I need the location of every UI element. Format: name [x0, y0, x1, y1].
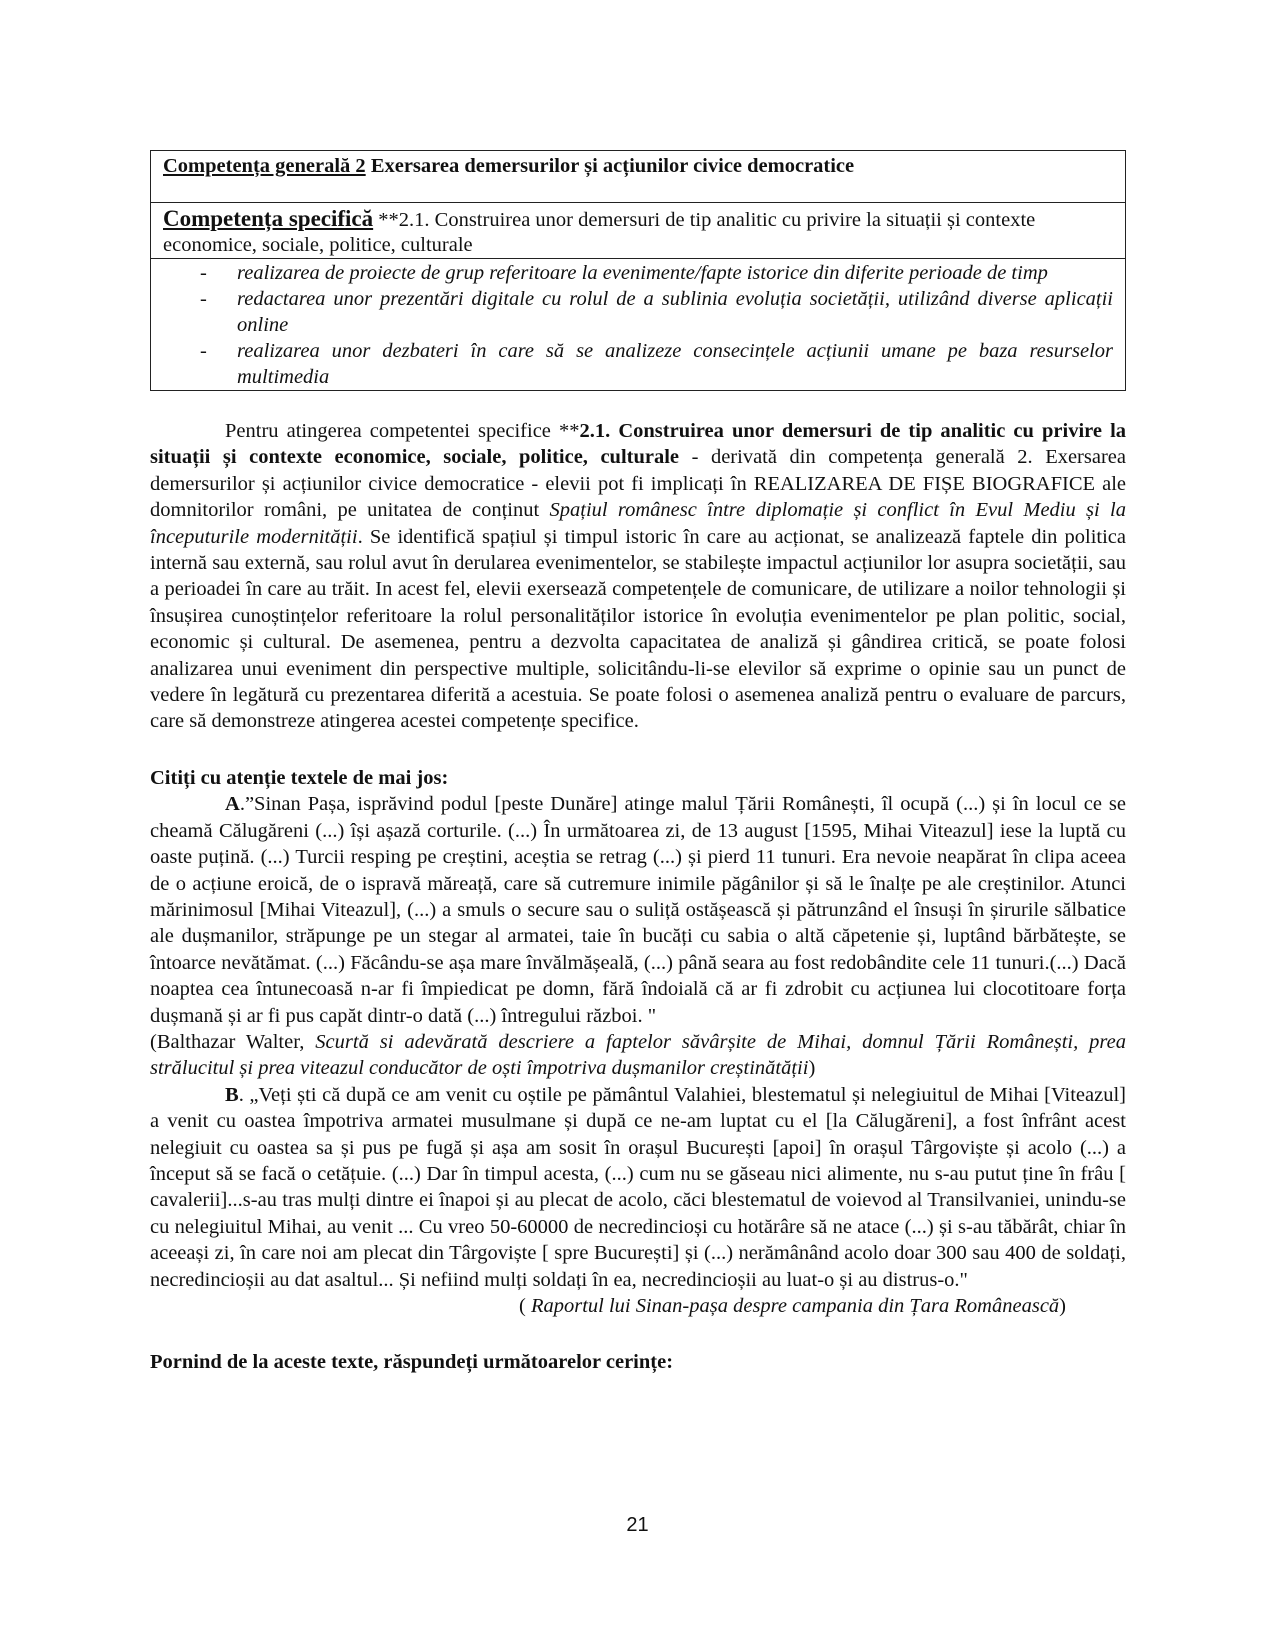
competence-table [150, 150, 1126, 391]
list-dash: - [200, 288, 207, 310]
specific-competence-text: **2.1. Construirea unor demersuri de tip analitic cu privire la situații și contexte economice, sociale, politice, culturale [163, 209, 1036, 256]
general-competence-label: Competența generală 2 [163, 155, 366, 177]
text-a-body: .”Sinan Pașa, isprăvind podul [peste Dunăre] atinge malul Țării Românești, îl ocupă (...) și în locul ce se cheamă Călugăreni (...) își așază corturile. (...) În următoarea zi, de 13 august [1595, Mihai Viteazul] iese la luptă cu oaste puțină. (...) Turcii resping pe creștini, aceștia se retrag (...) și pierd 11 tunuri. Era nevoie neapărat în clipa aceea de o acțiune eroică, de o ispravă măreață, care să cutremure inimile păgânilor și să le înalțe pe ale creștinilor. Atunci mărinimosul [Mihai Viteazul], (...) a smuls o secure sau o suliță ostășească și pătrunzând el însuși în șirurile sălbatice ale dușmanilor, străpunge pe un stegar al armatei, taie în bucăți cu sabia o altă căpetenie și, luptând bărbătește, se întoarce nevătămat. (...) Făcându-se așa mare învălmășeală, (...) până seara au fost redobândite cele 11 tunuri.(...) Dacă noaptea cea întunecoasă n-ar fi împiedicat pe domn, fără îndoială că ar fi zdrobit cu acțiunea lui clocotitoare forța dușmană și ar fi pus capăt dintr-o dată (...) întregului război. " [150, 793, 1126, 1027]
read-heading: Citiți cu atenție textele de mai jos: [150, 766, 449, 789]
document-page [150, 150, 1126, 1376]
general-competence-row [151, 151, 1125, 203]
text-a-paragraph [150, 791, 1126, 1029]
activities-row [151, 259, 1125, 390]
intro-unit-title: Spațiul românesc între diplomație și conflict în Evul Mediu și la începuturile modernității [150, 499, 1126, 548]
list-dash: - [200, 262, 207, 284]
intro-paragraph: Pentru atingerea competentei specifice **2.1. Construirea unor demersuri de tip analitic cu privire la situații și contexte economice, sociale, politice, culturale - derivată din competența generală 2. Exersarea demersurilor și acțiunilor civice democratice - elevii pot fi implicați în REALIZAREA DE FIȘE BIOGRAFICE ale domnitorilor români, pe unitatea de conținut Spațiul românesc între diplomație și conflict în Evul Mediu și la începuturile modernității. Se identifică spațiul și timpul istoric în care au acționat, se analizează faptele din politica internă sau externă, sau rolul avut în derularea evenimentelor, se stabilește impactul acțiunilor lor asupra societății, sau a perioadei în care au trăit. In acest fel, elevii exersează competențele de comunicare, de utilizare a noilor tehnologii și însușirea cunoștințelor referitoare la rolul personalităților istorice în evoluția evenimentelor pe plan politic, social, economic și cultural. De asemenea, pentru a dezvolta capacitatea de analiză și gândirea critică, se poate folosi analizarea unui eveniment din perspective multiple, solicitându-li-se elevilor să exprime o opinie sau un punct de vedere în legătură cu prezentarea diferită a acestuia. Se poate folosi o asemenea analiză pentru o evaluare de parcurs, care să demonstreze atingerea acestei competențe specifice. [150, 420, 1127, 733]
task-heading: Pornind de la aceste texte, răspundeți următoarelor cerințe: [150, 1351, 674, 1374]
list-dash: - [200, 340, 207, 362]
activity-item: - realizarea unor dezbateri în care să se analizeze consecințele acțiunii umane pe baza resurselor multimedia [200, 340, 1113, 388]
activity-item: - redactarea unor prezentări digitale cu rolul de a sublinia evoluția societății, utilizând diverse aplicații online [200, 288, 1113, 336]
text-b-paragraph [150, 1082, 1126, 1293]
text-a-label: A [225, 793, 240, 816]
activity-item: - realizarea de proiecte de grup referitoare la evenimente/fapte istorice din diferite perioade de timp [200, 262, 1048, 284]
general-competence-text: Exersarea demersurilor și acțiunilor civice democratice [365, 155, 855, 177]
text-a-source: (Balthazar Walter, Scurtă si adevărată descriere a faptelor săvârșite de Mihai, domnul Țării Românești, prea strălucitul și prea viteazul conducător de oști împotriva dușmanilor creștinătății) [150, 1030, 1126, 1080]
text-b-body: . „Veți ști că după ce am venit cu oștile pe pământul Valahiei, blestematul și nelegiuitul de Mihai [Viteazul] a venit cu oastea împotriva armatei musulmane și după ce ne-am luptat cu el [la Călugăreni], a fost înfrânt acest nelegiuit cu oastea sa și pus pe fugă și așa am sosit în orașul București [apoi] în orașul Târgoviște și acolo (...) a început să se facă o cetățuie. (...) Dar în timpul acesta, (...) cum nu se găseau nici alimente, nu s-au putut ține în frâu [ cavalerii]...s-au tras mulți dintre ei înapoi și au plecat de acolo, căci blestematul de voievod al Transilvaniei, unindu-se cu nelegiuitul Mihai, au venit ... Cu vreo 50-60000 de necredincioși cu hotărâre să ne atace (...) și s-au tăbărât, chiar în aceeași zi, în care noi am plecat din Târgoviște [ spre București] și (...) nerămânând acolo doar 300 sau 400 de soldați, necredincioșii au dat asaltul... Și nefiind mulți soldați în ea, necredincioșii au luat-o și au distrus-o." [150, 1083, 1126, 1291]
intro-bold-competence: 2.1. Construirea unor demersuri de tip analitic cu privire la situații și contexte economice, sociale, politice, culturale [150, 420, 1127, 469]
specific-competence-label: Competența specifică [163, 206, 374, 231]
text-b-label: B [225, 1083, 239, 1106]
activities-list [151, 260, 1113, 390]
text-b-source: ( Raportul lui Sinan-pașa despre campania din Țara Românească) [518, 1295, 1066, 1317]
page-number: 21 [626, 1514, 649, 1536]
specific-competence-row [151, 203, 1125, 259]
